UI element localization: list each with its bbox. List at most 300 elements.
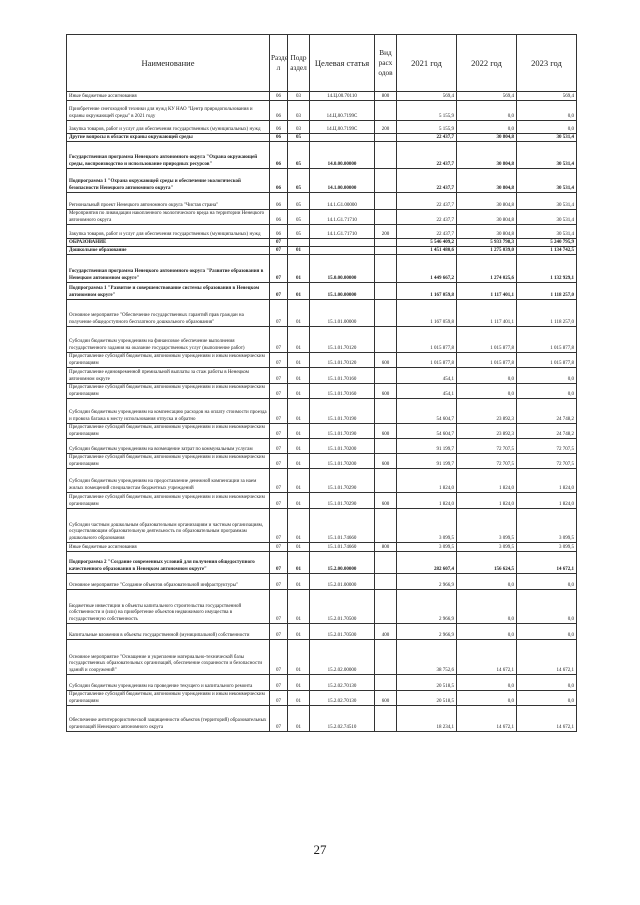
table-cell-2021: 22 437,7 (397, 210, 457, 225)
table-row (67, 134, 577, 142)
table-cell-expense-type (375, 469, 397, 493)
table-cell-expense-type: 400 (375, 624, 397, 640)
table-cell-podrazdel: 05 (288, 210, 310, 225)
table-cell-name: Закупка товаров, работ и услуг для обеспечения государственных (муниципальных) нужд (67, 121, 270, 134)
table-row (67, 142, 577, 169)
table-cell-expense-type (375, 552, 397, 574)
table-cell-2021: 1 449 667,2 (397, 255, 457, 283)
table-cell-2022: 14 672,1 (457, 640, 517, 675)
table-cell-2021: 282 607,4 (397, 552, 457, 574)
table-cell-2022: 72 707,5 (457, 454, 517, 469)
table-cell-razdel: 07 (270, 590, 288, 624)
table-cell-razdel: 07 (270, 353, 288, 368)
table-cell-razdel: 06 (270, 101, 288, 121)
table-row (67, 193, 577, 210)
header-razdel: Разде л (270, 35, 288, 92)
table-cell-expense-type: 600 (375, 384, 397, 399)
table-cell-razdel: 07 (270, 247, 288, 255)
table-cell-2023: 3 099,5 (517, 543, 577, 552)
table-cell-2023: 0,0 (517, 101, 577, 121)
table-cell-podrazdel: 03 (288, 92, 310, 101)
table-cell-target-article: 15.1.01.70200 (310, 439, 375, 454)
table-cell-name: Государственная программа Ненецкого автономного округа "Охрана окружающей среды, воспроизводство и использование природных ресурсов" (67, 142, 270, 169)
table-cell-razdel: 06 (270, 142, 288, 169)
table-row (67, 353, 577, 368)
table-cell-razdel: 07 (270, 469, 288, 493)
table-cell-target-article: 14.Ц.00.7199С (310, 101, 375, 121)
table-cell-podrazdel: 01 (288, 552, 310, 574)
table-cell-expense-type (375, 574, 397, 590)
table-cell-2022: 1 117 401,1 (457, 300, 517, 327)
table-row (67, 101, 577, 121)
table-cell-2022: 1 015 877,8 (457, 353, 517, 368)
table-cell-2022: 1 015 877,8 (457, 327, 517, 353)
table-cell-razdel: 07 (270, 493, 288, 509)
table-header-row (67, 35, 577, 92)
table-cell-2023: 3 099,5 (517, 509, 577, 543)
table-cell-2021: 2 966,9 (397, 590, 457, 624)
table-cell-name: Предоставление субсидий бюджетным, автономным учреждениям и иным некоммерческим организациям (67, 493, 270, 509)
table-cell-podrazdel: 01 (288, 675, 310, 691)
table-cell-razdel: 06 (270, 225, 288, 239)
table-row (67, 121, 577, 134)
table-cell-2021: 22 437,7 (397, 134, 457, 142)
table-cell-podrazdel: 01 (288, 493, 310, 509)
table-cell-expense-type (375, 169, 397, 193)
table-cell-2021: 5 155,9 (397, 121, 457, 134)
table-cell-name: Субсидии бюджетным учреждениям на компенсацию расходов на оплату стоимости проезда и провоза багажа к месту использования отпуска и обратно (67, 399, 270, 424)
table-cell-name: ОБРАЗОВАНИЕ (67, 239, 270, 247)
table-cell-podrazdel: 01 (288, 454, 310, 469)
table-cell-2022: 0,0 (457, 590, 517, 624)
table-cell-name: Капитальные вложения в объекты государственной (муниципальной) собственности (67, 624, 270, 640)
table-row (67, 439, 577, 454)
table-row (67, 169, 577, 193)
table-row (67, 368, 577, 384)
table-cell-2021: 5 155,9 (397, 101, 457, 121)
table-cell-2022: 30 804,8 (457, 142, 517, 169)
table-cell-2023: 30 531,4 (517, 169, 577, 193)
table-cell-podrazdel: 01 (288, 300, 310, 327)
table-cell-target-article: 14.Ц.00.7199С (310, 121, 375, 134)
table-cell-2021: 454,1 (397, 368, 457, 384)
table-cell-2022: 5 933 798,3 (457, 239, 517, 247)
table-cell-2023: 14 672,1 (517, 552, 577, 574)
table-row (67, 509, 577, 543)
header-2022: 2022 год (457, 35, 517, 92)
table-cell-expense-type: 800 (375, 92, 397, 101)
table-cell-2023: 72 707,5 (517, 454, 577, 469)
table-cell-razdel: 06 (270, 210, 288, 225)
table-cell-expense-type: 600 (375, 691, 397, 706)
table-cell-2022: 30 804,8 (457, 193, 517, 210)
table-row (67, 590, 577, 624)
table-cell-expense-type (375, 509, 397, 543)
table-cell-2023: 24 748,2 (517, 399, 577, 424)
table-cell-2022: 30 804,8 (457, 169, 517, 193)
table-row (67, 327, 577, 353)
table-cell-2022: 72 707,5 (457, 439, 517, 454)
table-cell-name: Предоставление субсидий бюджетным, автономным учреждениям и иным некоммерческим организациям (67, 691, 270, 706)
table-cell-2023: 1 132 929,1 (517, 255, 577, 283)
table-cell-razdel: 07 (270, 509, 288, 543)
table-cell-expense-type: 800 (375, 543, 397, 552)
table-cell-target-article: 15.2.01.70500 (310, 624, 375, 640)
table-row (67, 691, 577, 706)
table-cell-razdel: 07 (270, 424, 288, 439)
table-cell-2021: 22 437,7 (397, 225, 457, 239)
table-cell-expense-type (375, 142, 397, 169)
table-cell-2022: 0,0 (457, 675, 517, 691)
table-cell-expense-type: 600 (375, 424, 397, 439)
table-row (67, 706, 577, 732)
table-cell-podrazdel: 01 (288, 283, 310, 300)
table-row (67, 255, 577, 283)
table-cell-expense-type (375, 399, 397, 424)
table-row (67, 92, 577, 101)
table-cell-2023: 0,0 (517, 368, 577, 384)
table-cell-expense-type: 600 (375, 353, 397, 368)
table-cell-2021: 20 518,5 (397, 691, 457, 706)
table-cell-2023: 30 531,4 (517, 210, 577, 225)
table-cell-2023: 1 015 877,8 (517, 327, 577, 353)
table-cell-expense-type (375, 368, 397, 384)
table-cell-expense-type: 600 (375, 454, 397, 469)
table-row (67, 543, 577, 552)
table-cell-target-article: 14.1.00.00000 (310, 169, 375, 193)
table-cell-name: Основное мероприятие "Создание объектов образовательной инфраструктуры" (67, 574, 270, 590)
table-cell-name: Подпрограмма 2 "Создание современных условий для получения общедоступного качественного образования в Ненецком автономном округе" (67, 552, 270, 574)
table-cell-2022: 0,0 (457, 691, 517, 706)
table-cell-podrazdel: 01 (288, 624, 310, 640)
table-cell-expense-type (375, 706, 397, 732)
table-cell-2023: 1 118 257,0 (517, 283, 577, 300)
table-cell-podrazdel: 01 (288, 255, 310, 283)
header-2023: 2023 год (517, 35, 577, 92)
table-cell-expense-type (375, 327, 397, 353)
table-cell-expense-type (375, 640, 397, 675)
table-cell-name: Субсидии бюджетным учреждениям на проведение текущего и капитального ремонта (67, 675, 270, 691)
table-cell-podrazdel: 01 (288, 706, 310, 732)
table-cell-razdel: 07 (270, 283, 288, 300)
table-cell-2022: 3 099,5 (457, 509, 517, 543)
table-cell-target-article: 15.0.00.00000 (310, 255, 375, 283)
table-row (67, 640, 577, 675)
table-cell-razdel: 07 (270, 327, 288, 353)
table-cell-target-article: 15.1.01.70290 (310, 493, 375, 509)
table-row (67, 225, 577, 239)
table-cell-podrazdel: 01 (288, 640, 310, 675)
table-cell-razdel: 07 (270, 691, 288, 706)
table-cell-2023: 72 707,5 (517, 439, 577, 454)
table-cell-podrazdel: 05 (288, 169, 310, 193)
table-cell-razdel: 07 (270, 439, 288, 454)
table-cell-podrazdel: 01 (288, 543, 310, 552)
table-cell-expense-type (375, 193, 397, 210)
table-cell-name: Закупка товаров, работ и услуг для обеспечения государственных (муниципальных) нужд (67, 225, 270, 239)
table-cell-2021: 5 546 409,2 (397, 239, 457, 247)
table-cell-2022: 1 117 401,1 (457, 283, 517, 300)
table-cell-expense-type: 200 (375, 225, 397, 239)
table-cell-razdel: 07 (270, 368, 288, 384)
table-cell-2023: 14 672,1 (517, 706, 577, 732)
table-cell-2022: 0,0 (457, 121, 517, 134)
table-cell-2021: 22 437,7 (397, 169, 457, 193)
table-cell-2022: 0,0 (457, 624, 517, 640)
table-cell-razdel: 07 (270, 454, 288, 469)
table-cell-target-article: 15.1.01.70290 (310, 469, 375, 493)
table-cell-2021: 54 604,7 (397, 399, 457, 424)
table-cell-2021: 91 199,7 (397, 439, 457, 454)
table-cell-target-article: 15.2.01.70500 (310, 590, 375, 624)
table-cell-expense-type (375, 134, 397, 142)
table-cell-2023: 0,0 (517, 121, 577, 134)
table-row (67, 574, 577, 590)
table-cell-2022: 0,0 (457, 101, 517, 121)
table-cell-target-article: 15.1.01.70160 (310, 368, 375, 384)
table-cell-podrazdel: 03 (288, 101, 310, 121)
table-cell-2022: 1 824,0 (457, 493, 517, 509)
table-cell-razdel: 07 (270, 255, 288, 283)
table-cell-2021: 22 437,7 (397, 142, 457, 169)
table-cell-target-article: 15.1.01.00000 (310, 300, 375, 327)
table-cell-podrazdel: 01 (288, 439, 310, 454)
table-cell-target-article: 15.1.01.70120 (310, 353, 375, 368)
table-cell-target-article (310, 247, 375, 255)
header-2021: 2021 год (397, 35, 457, 92)
table-cell-podrazdel: 01 (288, 509, 310, 543)
table-cell-2023: 0,0 (517, 574, 577, 590)
table-row (67, 210, 577, 225)
table-cell-podrazdel: 01 (288, 368, 310, 384)
table-cell-target-article: 15.2.02.00000 (310, 640, 375, 675)
table-cell-target-article: 15.2.00.00000 (310, 552, 375, 574)
table-cell-2023: 30 531,4 (517, 134, 577, 142)
table-cell-razdel: 06 (270, 134, 288, 142)
table-cell-razdel: 06 (270, 121, 288, 134)
table-cell-name: Предоставление субсидий бюджетным, автономным учреждениям и иным некоммерческим организациям (67, 424, 270, 439)
table-cell-2023: 0,0 (517, 590, 577, 624)
table-cell-podrazdel: 01 (288, 590, 310, 624)
table-cell-2023: 1 824,0 (517, 469, 577, 493)
table-cell-razdel: 07 (270, 624, 288, 640)
table-cell-razdel: 07 (270, 574, 288, 590)
table-cell-name: Субсидии бюджетным учреждениям на финансовое обеспечение выполнения государственного задания на оказание государственных услуг (выполнение работ) (67, 327, 270, 353)
table-cell-target-article: 15.1.00.00000 (310, 283, 375, 300)
table-cell-2021: 91 199,7 (397, 454, 457, 469)
table-cell-2023: 1 134 742,5 (517, 247, 577, 255)
table-cell-target-article: 14.0.00.00000 (310, 142, 375, 169)
table-cell-target-article (310, 239, 375, 247)
table-row (67, 493, 577, 509)
table-cell-target-article: 15.1.01.70160 (310, 384, 375, 399)
table-cell-podrazdel: 05 (288, 193, 310, 210)
table-row (67, 384, 577, 399)
table-cell-name: Предоставление субсидий бюджетным, автономным учреждениям и иным некоммерческим организациям (67, 353, 270, 368)
table-cell-2022: 30 804,8 (457, 210, 517, 225)
table-cell-2022: 1 274 025,6 (457, 255, 517, 283)
table-row (67, 552, 577, 574)
table-cell-name: Субсидии бюджетным учреждениям на возмещение затрат по коммунальным услугам (67, 439, 270, 454)
table-cell-razdel: 07 (270, 543, 288, 552)
table-cell-target-article: 15.2.02.70130 (310, 691, 375, 706)
table-cell-podrazdel: 05 (288, 225, 310, 239)
table-cell-2023: 24 748,2 (517, 424, 577, 439)
header-podrazdel: Подр аздел (288, 35, 310, 92)
page-number: 27 (313, 842, 327, 857)
table-cell-target-article: 15.2.02.70130 (310, 675, 375, 691)
table-cell-podrazdel: 01 (288, 424, 310, 439)
table-cell-2022: 3 099,5 (457, 543, 517, 552)
table-cell-2023: 30 531,4 (517, 225, 577, 239)
table-cell-2023: 1 824,0 (517, 493, 577, 509)
table-cell-razdel: 07 (270, 640, 288, 675)
table-cell-name: Основное мероприятие "Обеспечение государственных гарантий прав граждан на получение общедоступного бесплатного дошкольного образования" (67, 300, 270, 327)
table-row (67, 424, 577, 439)
table-cell-2021: 2 966,9 (397, 574, 457, 590)
table-cell-2021: 38 752,6 (397, 640, 457, 675)
table-cell-name: Предоставление субсидий бюджетным, автономным учреждениям и иным некоммерческим организациям (67, 454, 270, 469)
table-cell-podrazdel: 05 (288, 134, 310, 142)
table-cell-expense-type (375, 247, 397, 255)
table-row (67, 469, 577, 493)
table-cell-expense-type (375, 210, 397, 225)
table-cell-2023: 30 531,4 (517, 193, 577, 210)
table-cell-2022: 23 892,3 (457, 424, 517, 439)
table-cell-razdel: 07 (270, 399, 288, 424)
table-cell-target-article (310, 134, 375, 142)
table-cell-name: Другие вопросы в области охраны окружающей среды (67, 134, 270, 142)
table-cell-target-article: 15.1.01.70190 (310, 399, 375, 424)
table-cell-name: Иные бюджетные ассигнования (67, 92, 270, 101)
table-cell-podrazdel: 01 (288, 469, 310, 493)
table-cell-podrazdel (288, 239, 310, 247)
table-cell-2021: 1 824,0 (397, 469, 457, 493)
table-cell-2021: 569,4 (397, 92, 457, 101)
table-cell-name: Государственная программа Ненецкого автономного округа "Развитие образования в Ненецком автономном округе" (67, 255, 270, 283)
table-cell-target-article: 14.1.G1.71710 (310, 225, 375, 239)
table-cell-razdel: 07 (270, 300, 288, 327)
table-cell-target-article: 15.1.01.74660 (310, 509, 375, 543)
table-cell-expense-type (375, 255, 397, 283)
table-cell-podrazdel: 05 (288, 142, 310, 169)
table-cell-podrazdel: 01 (288, 384, 310, 399)
table-row (67, 300, 577, 327)
table-cell-2022: 569,4 (457, 92, 517, 101)
table-cell-name: Дошкольное образование (67, 247, 270, 255)
table-cell-2022: 30 804,8 (457, 225, 517, 239)
table-cell-target-article: 14.1.G1.71710 (310, 210, 375, 225)
table-cell-2023: 0,0 (517, 675, 577, 691)
table-cell-podrazdel: 03 (288, 121, 310, 134)
table-cell-target-article: 15.2.02.74510 (310, 706, 375, 732)
table-cell-2023: 30 531,4 (517, 142, 577, 169)
table-cell-target-article: 15.1.01.70200 (310, 454, 375, 469)
table-cell-expense-type (375, 283, 397, 300)
table-cell-expense-type (375, 239, 397, 247)
table-cell-name: Мероприятия по ликвидации накопленного экологического вреда на территории Ненецкого автономного округа (67, 210, 270, 225)
table-cell-2022: 0,0 (457, 368, 517, 384)
table-cell-2021: 2 966,9 (397, 624, 457, 640)
table-cell-2021: 1 015 877,8 (397, 327, 457, 353)
table-cell-target-article: 14.Ц.00.70110 (310, 92, 375, 101)
table-cell-name: Иные бюджетные ассигнования (67, 543, 270, 552)
table-cell-target-article: 15.1.01.74660 (310, 543, 375, 552)
table-cell-name: Региональный проект Ненецкого автономного округа "Чистая страна" (67, 193, 270, 210)
table-cell-2023: 0,0 (517, 624, 577, 640)
table-cell-razdel: 07 (270, 552, 288, 574)
table-cell-expense-type: 200 (375, 121, 397, 134)
table-cell-2022: 23 892,3 (457, 399, 517, 424)
table-cell-2021: 18 234,1 (397, 706, 457, 732)
table-row (67, 624, 577, 640)
table-cell-name: Обеспечение антитеррористической защищенности объектов (территорий) образовательных организаций Ненецкого автономного округа (67, 706, 270, 732)
table-cell-expense-type (375, 439, 397, 454)
table-cell-razdel: 06 (270, 92, 288, 101)
table-cell-2021: 1 167 059,8 (397, 300, 457, 327)
table-cell-2022: 30 804,8 (457, 134, 517, 142)
table-cell-name: Подпрограмма 1 "Развитие и совершенствование системы образования в Ненецком автономном округе" (67, 283, 270, 300)
table-cell-2022: 156 624,5 (457, 552, 517, 574)
table-cell-expense-type (375, 101, 397, 121)
table-cell-expense-type (375, 590, 397, 624)
table-cell-podrazdel: 01 (288, 327, 310, 353)
table-row (67, 247, 577, 255)
table-cell-target-article: 15.1.01.70190 (310, 424, 375, 439)
table-cell-2021: 1 824,0 (397, 493, 457, 509)
table-cell-2021: 1 451 480,6 (397, 247, 457, 255)
table-cell-name: Субсидии частным дошкольным образовательным организациям и частным организациям, осуществляющим образовательную деятельность по образовательным программам дошкольного образования (67, 509, 270, 543)
table-cell-2022: 0,0 (457, 384, 517, 399)
table-cell-name: Бюджетные инвестиции в объекты капитального строительства государственной собственности и (или) на приобретение объектов недвижимого имущества в государственную собственность (67, 590, 270, 624)
table-cell-2021: 54 604,7 (397, 424, 457, 439)
table-cell-razdel: 07 (270, 706, 288, 732)
table-cell-razdel: 07 (270, 675, 288, 691)
table-cell-2022: 1 824,0 (457, 469, 517, 493)
table-cell-razdel: 06 (270, 169, 288, 193)
header-target-article: Целевая статья (310, 35, 375, 92)
table-row (67, 675, 577, 691)
table-cell-2023: 1 015 877,8 (517, 353, 577, 368)
table-cell-2021: 3 099,5 (397, 509, 457, 543)
table-cell-2021: 454,1 (397, 384, 457, 399)
table-cell-name: Основное мероприятие "Оснащение и укрепление материально-технической базы государственных образовательных организаций, обеспечение сохранности и безопасности зданий и сооружений" (67, 640, 270, 675)
table-cell-name: Подпрограмма 1 "Охрана окружающей среды и обеспечение экологической безопасности Ненецкого автономного округа" (67, 169, 270, 193)
table-cell-2023: 1 118 257,0 (517, 300, 577, 327)
table-row (67, 283, 577, 300)
table-cell-razdel: 07 (270, 239, 288, 247)
table-cell-2022: 1 275 039,0 (457, 247, 517, 255)
table-cell-podrazdel: 01 (288, 691, 310, 706)
header-name: Наименование (67, 35, 270, 92)
table-cell-expense-type (375, 675, 397, 691)
table-cell-razdel: 07 (270, 384, 288, 399)
table-cell-target-article: 15.1.01.70120 (310, 327, 375, 353)
table-cell-2022: 14 672,1 (457, 706, 517, 732)
table-cell-2021: 20 518,5 (397, 675, 457, 691)
table-row (67, 239, 577, 247)
budget-table (66, 34, 577, 732)
table-cell-2023: 0,0 (517, 691, 577, 706)
table-cell-name: Предоставление субсидий бюджетным, автономным учреждениям и иным некоммерческим организациям (67, 384, 270, 399)
table-cell-target-article: 14.1.G1.00000 (310, 193, 375, 210)
table-cell-podrazdel: 01 (288, 399, 310, 424)
table-row (67, 454, 577, 469)
table-cell-podrazdel: 01 (288, 574, 310, 590)
header-expense-type: Вид расх одов (375, 35, 397, 92)
table-cell-podrazdel: 01 (288, 353, 310, 368)
table-cell-name: Субсидии бюджетным учреждениям на предоставление денежной компенсации за наем жилых помещений специалистам бюджетных учреждений (67, 469, 270, 493)
